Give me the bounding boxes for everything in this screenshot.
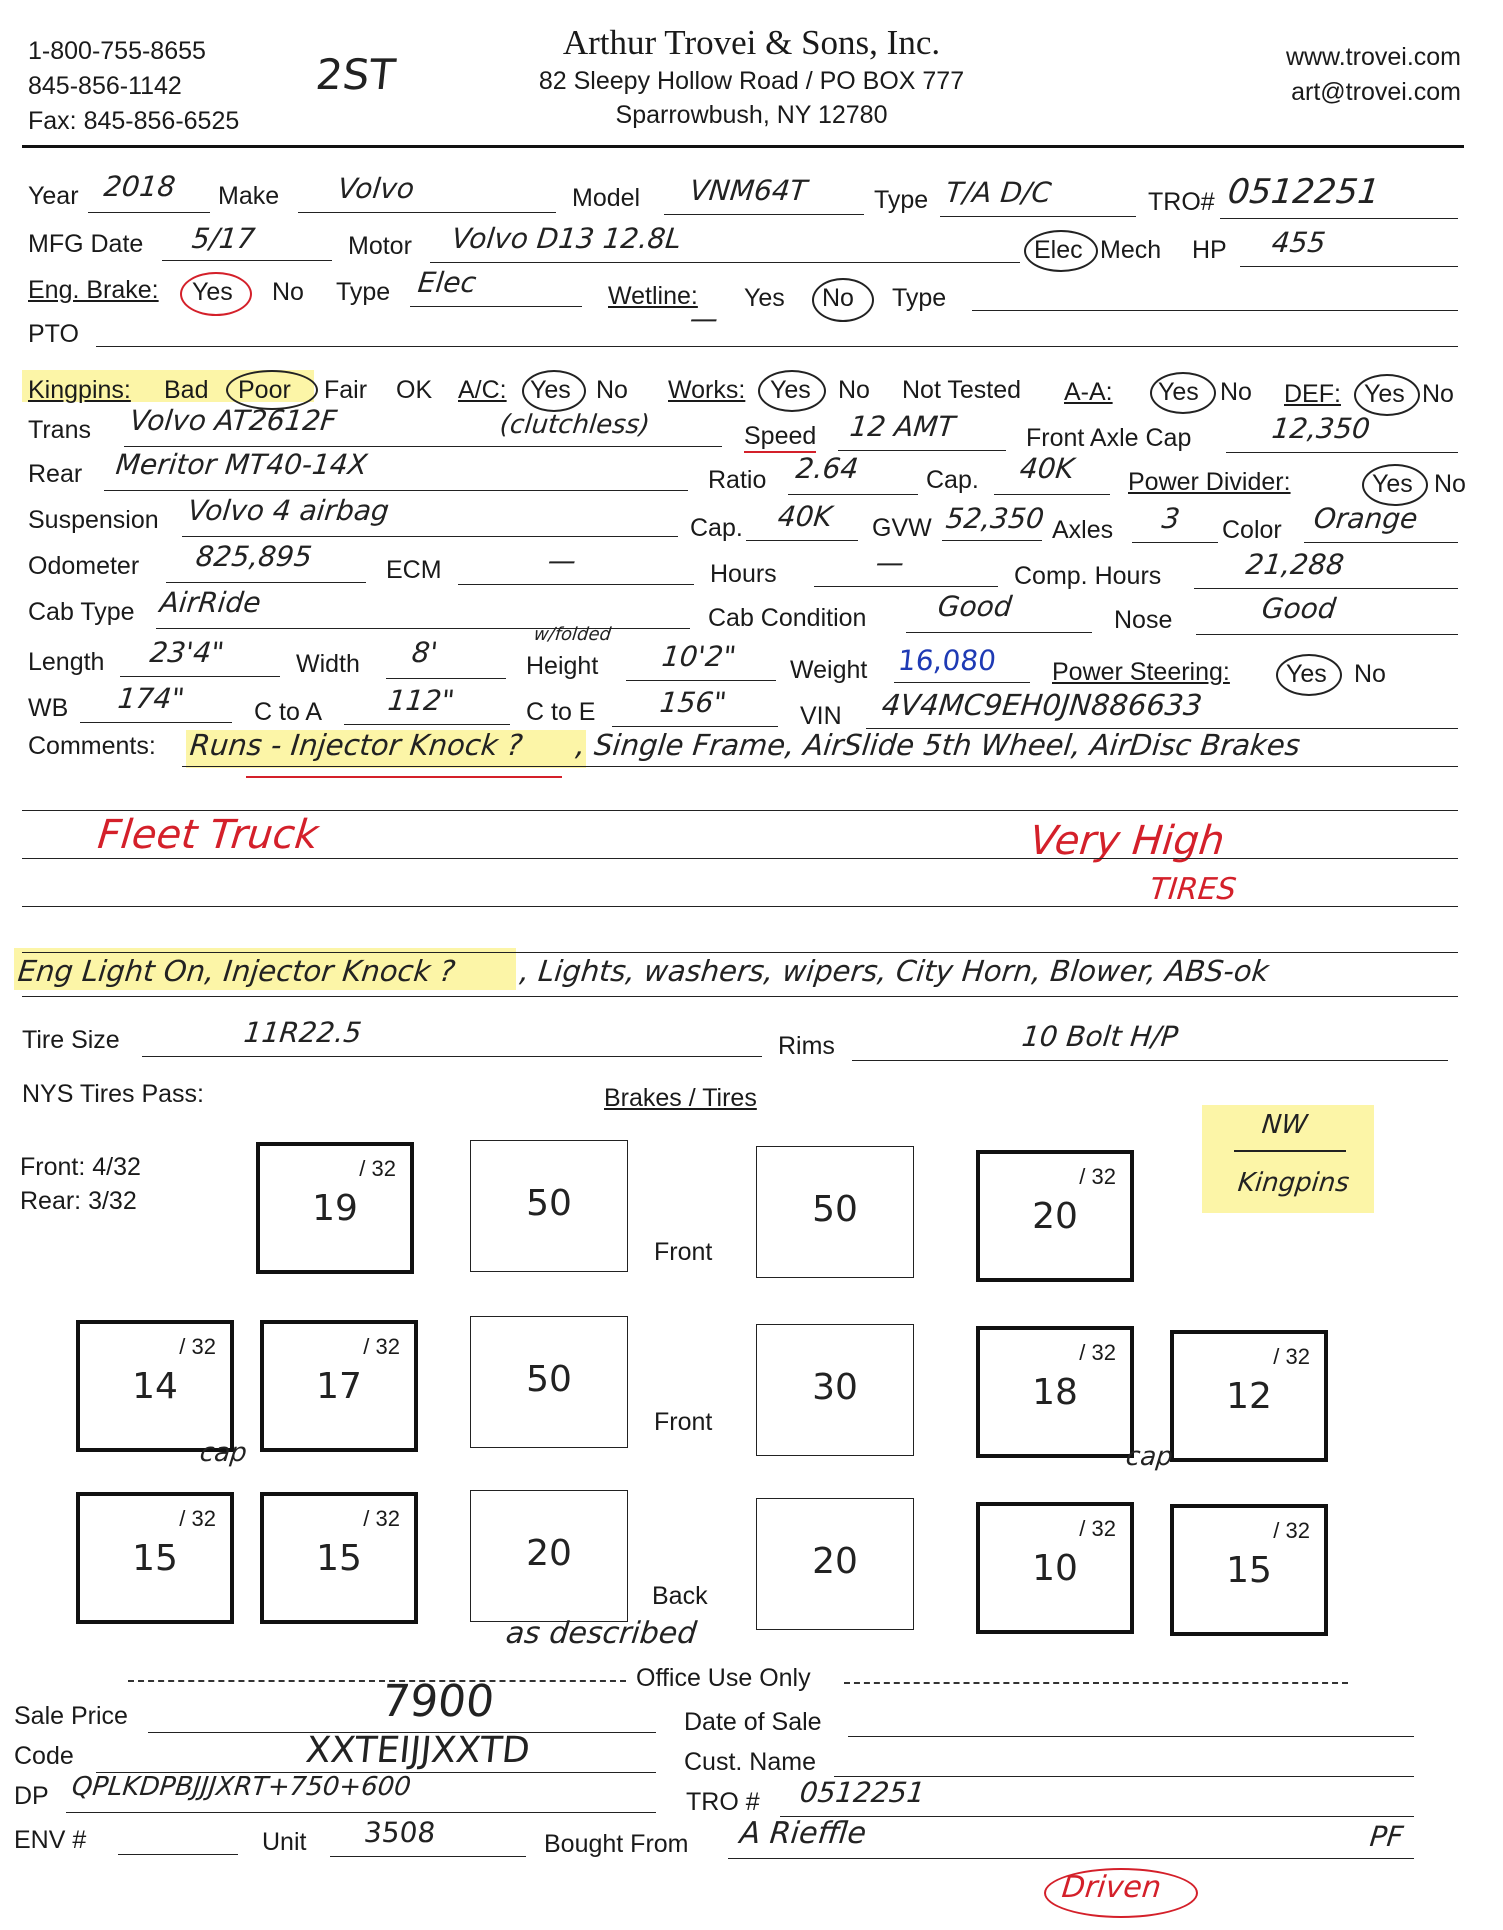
label-office-use-only: Office Use Only — [636, 1664, 811, 1692]
label-width: Width — [296, 650, 360, 678]
header-rule — [22, 145, 1464, 148]
wetline-no: No — [822, 284, 854, 312]
value-color: Orange — [1312, 502, 1420, 535]
company-name: Arthur Trovei & Sons, Inc. — [562, 23, 941, 62]
brake-back-left[interactable] — [470, 1490, 628, 1622]
tread-denominator: / 32 — [1079, 1164, 1116, 1189]
tire-back-left-inner[interactable] — [260, 1492, 418, 1624]
tire-value: 17 — [316, 1366, 362, 1407]
value-hours: — — [874, 546, 906, 579]
works-yes-circle — [758, 370, 826, 412]
label-susp-cap: Cap. — [690, 514, 743, 542]
tire-value: 12 — [1226, 1376, 1272, 1417]
label-wetline-type: Type — [892, 284, 947, 312]
label-model: Model — [572, 184, 641, 212]
value-hp: 455 — [1270, 226, 1328, 259]
company-address-2: Sparrowbush, NY 12780 — [615, 101, 888, 129]
label-pto: PTO — [28, 320, 79, 348]
value-length: 23'4" — [148, 636, 226, 669]
tire-value: 19 — [312, 1188, 358, 1229]
label-length: Length — [28, 648, 105, 676]
ac-no: No — [596, 376, 628, 404]
value-axles: 3 — [1160, 502, 1182, 535]
tread-denominator: / 32 — [1273, 1518, 1310, 1543]
value-fleet-truck: Fleet Truck — [95, 812, 321, 858]
fax-number: Fax: 845-856-6525 — [28, 107, 240, 135]
brake-back-right[interactable] — [756, 1498, 914, 1630]
value-sale-price: 7900 — [379, 1676, 497, 1727]
tire-value: 14 — [132, 1366, 178, 1407]
tire-back-left-outer[interactable] — [76, 1492, 234, 1624]
tread-denominator: / 32 — [1273, 1344, 1310, 1369]
tire-value: 15 — [132, 1538, 178, 1579]
value-height: 10'2" — [660, 640, 738, 673]
label-cab-type: Cab Type — [28, 598, 135, 626]
brake-value: 30 — [812, 1367, 858, 1408]
tire-value: 10 — [1032, 1548, 1078, 1589]
power-steering-no: No — [1354, 660, 1386, 688]
label-nys-tires-pass: NYS Tires Pass: — [22, 1080, 204, 1108]
website: www.trovei.com — [1285, 43, 1461, 71]
handwritten-code: 2ST — [313, 50, 398, 99]
value-rims: 10 Bolt H/P — [1020, 1020, 1180, 1053]
label-back-axle: Back — [652, 1582, 708, 1610]
label-bought-from: Bought From — [544, 1830, 689, 1858]
comments-red-underline — [246, 776, 562, 778]
value-comments-rest: , Single Frame, AirSlide 5th Wheel, AirDisc Brakes — [574, 728, 1302, 762]
value-gvw: 52,350 — [944, 502, 1046, 535]
company-web — [1286, 40, 1461, 110]
value-comments-highlight: Runs - Injector Knock ? — [188, 728, 525, 762]
works-no: No — [838, 376, 870, 404]
def-yes-circle — [1354, 374, 1420, 416]
kingpins-ok: OK — [396, 376, 433, 404]
cap-note-right: cap — [1124, 1442, 1175, 1472]
office-dash-right — [844, 1682, 1348, 1684]
label-sale-price: Sale Price — [14, 1702, 128, 1730]
def-no: No — [1422, 380, 1454, 408]
value-mfg-date: 5/17 — [190, 222, 257, 255]
value-notes-rest: , Lights, washers, wipers, City Horn, Blower, ABS-ok — [518, 954, 1271, 988]
label-mech: Mech — [1100, 236, 1162, 264]
value-year: 2018 — [102, 170, 177, 203]
value-height-note: w/folded — [532, 624, 613, 645]
label-power-divider: Power Divider: — [1128, 468, 1291, 496]
label-eng-brake: Eng. Brake: — [28, 276, 159, 304]
tread-denominator: / 32 — [179, 1334, 216, 1359]
tire-value: 15 — [1226, 1550, 1272, 1591]
label-tro-num: TRO # — [686, 1788, 760, 1816]
eng-brake-yes-circle — [180, 272, 252, 316]
wetline-yes: Yes — [744, 284, 785, 312]
label-ratio: Ratio — [708, 466, 767, 494]
company-address-1: 82 Sleepy Hollow Road / PO BOX 777 — [538, 67, 965, 95]
phone-1: 1-800-755-8655 — [28, 37, 206, 65]
label-def: DEF: — [1284, 380, 1341, 408]
label-brakes-tires: Brakes / Tires — [604, 1084, 757, 1112]
label-comp-hours: Comp. Hours — [1014, 562, 1162, 590]
power-steering-yes: Yes — [1286, 660, 1327, 688]
elec-circle — [1024, 230, 1098, 272]
value-odometer: 825,895 — [194, 540, 314, 573]
power-divider-yes: Yes — [1372, 470, 1413, 498]
tread-denominator: / 32 — [359, 1156, 396, 1181]
office-dash-left — [128, 1680, 626, 1682]
label-wb: WB — [28, 694, 69, 722]
value-very-high: Very High — [1027, 818, 1227, 864]
value-cab-type: AirRide — [158, 586, 263, 619]
company-header — [0, 22, 1503, 132]
value-tro: 0512251 — [1225, 172, 1382, 212]
brake-front-right[interactable] — [756, 1146, 914, 1278]
brake-value: 20 — [526, 1533, 572, 1574]
value-width: 8' — [410, 636, 440, 669]
wetline-no-circle — [812, 278, 874, 322]
tire-front-right[interactable] — [976, 1150, 1134, 1282]
label-rims: Rims — [778, 1032, 835, 1060]
aa-yes: Yes — [1158, 378, 1199, 406]
value-type: T/A D/C — [944, 176, 1053, 209]
value-unit: 3508 — [362, 1816, 437, 1849]
tire-back-right-outer[interactable] — [1170, 1504, 1328, 1636]
label-tro: TRO# — [1148, 188, 1215, 216]
label-c-to-e: C to E — [526, 698, 596, 726]
label-type: Type — [874, 186, 929, 214]
power-divider-no: No — [1434, 470, 1466, 498]
label-rear: Rear — [28, 460, 83, 488]
value-ratio: 2.64 — [794, 452, 861, 485]
tire-requirements — [20, 1150, 141, 1218]
value-code: XXTEIJJXXTD — [303, 1730, 532, 1771]
label-front-axle-2: Front — [654, 1408, 713, 1436]
label-speed: Speed — [744, 422, 816, 453]
label-aa: A-A: — [1064, 378, 1113, 406]
label-gvw: GVW — [872, 514, 932, 542]
value-front-axle-cap: 12,350 — [1270, 412, 1372, 445]
aa-no: No — [1220, 378, 1252, 406]
kingpins-fair: Fair — [324, 376, 368, 404]
works-yes: Yes — [770, 376, 811, 404]
value-tire-size: 11R22.5 — [242, 1016, 364, 1049]
label-trans: Trans — [28, 416, 91, 444]
brake-value: 50 — [526, 1359, 572, 1400]
label-elec: Elec — [1034, 236, 1083, 264]
label-weight: Weight — [790, 656, 868, 684]
value-wetline-type: — — [688, 302, 720, 335]
brake-value: 50 — [526, 1183, 572, 1224]
value-make: Volvo — [336, 172, 416, 205]
value-cab-condition: Good — [936, 590, 1014, 623]
value-weight: 16,080 — [896, 644, 998, 677]
value-notes-highlight: Eng Light On, Injector Knock ? — [16, 954, 457, 988]
tire-mid-left-outer[interactable] — [76, 1320, 234, 1452]
value-vin: 4V4MC9EH0JN886633 — [880, 688, 1204, 722]
value-ecm: — — [546, 544, 578, 577]
email: art@trovei.com — [1291, 78, 1461, 106]
label-wetline: Wetline: — [608, 282, 698, 310]
value-rear-cap: 40K — [1018, 452, 1076, 485]
kingpins-note-top: NW — [1260, 1110, 1309, 1140]
label-front-axle-1: Front — [654, 1238, 713, 1266]
value-tro-num: 0512251 — [798, 1776, 927, 1809]
label-hours: Hours — [710, 560, 777, 588]
label-ecm: ECM — [386, 556, 442, 584]
kingpins-poor: Poor — [238, 376, 291, 404]
brake-value: 20 — [812, 1541, 858, 1582]
tire-mid-right-outer[interactable] — [1170, 1330, 1328, 1462]
label-unit: Unit — [262, 1828, 307, 1856]
def-yes: Yes — [1364, 380, 1405, 408]
value-rear: Meritor MT40-14X — [114, 448, 369, 481]
value-tires-note: TIRES — [1148, 872, 1238, 907]
value-c-to-a: 112" — [386, 684, 457, 717]
rear-tire-requirement: Rear: 3/32 — [20, 1187, 137, 1215]
label-odometer: Odometer — [28, 552, 140, 580]
value-motor: Volvo D13 12.8L — [450, 222, 683, 255]
value-speed: 12 AMT — [848, 410, 957, 443]
eng-brake-no: No — [272, 278, 304, 306]
tread-denominator: / 32 — [363, 1506, 400, 1531]
label-tire-size: Tire Size — [22, 1026, 120, 1054]
power-divider-yes-circle — [1362, 464, 1428, 506]
label-nose: Nose — [1114, 606, 1173, 634]
tire-mid-right-inner[interactable] — [976, 1326, 1134, 1458]
label-dp: DP — [14, 1782, 49, 1810]
label-comments: Comments: — [28, 732, 156, 760]
label-mfg-date: MFG Date — [28, 230, 144, 258]
tire-mid-left-inner[interactable] — [260, 1320, 418, 1452]
tire-back-right-inner[interactable] — [976, 1502, 1134, 1634]
label-c-to-a: C to A — [254, 698, 323, 726]
tire-value: 20 — [1032, 1196, 1078, 1237]
as-described-note: as described — [504, 1616, 699, 1651]
label-env: ENV # — [14, 1826, 87, 1854]
label-cab-condition: Cab Condition — [708, 604, 867, 632]
brake-front-left[interactable] — [470, 1140, 628, 1272]
value-bought-from: A Rieffle — [738, 1816, 868, 1851]
value-nose: Good — [1260, 592, 1338, 625]
value-c-to-e: 156" — [658, 686, 729, 719]
label-color: Color — [1222, 516, 1282, 544]
label-axles: Axles — [1052, 516, 1114, 544]
driven-circle — [1044, 1868, 1198, 1918]
aa-yes-circle — [1150, 372, 1216, 414]
cap-note-left: cap — [198, 1438, 249, 1468]
kingpins-note: Kingpins — [1236, 1168, 1351, 1198]
label-vin: VIN — [800, 702, 842, 730]
label-motor: Motor — [348, 232, 412, 260]
value-pf: PF — [1368, 1820, 1405, 1853]
label-cust-name: Cust. Name — [684, 1748, 816, 1776]
value-suspension: Volvo 4 airbag — [186, 494, 391, 527]
label-rear-cap: Cap. — [926, 466, 979, 494]
label-front-axle-cap: Front Axle Cap — [1026, 424, 1192, 452]
kingpins-note-divider — [1234, 1150, 1346, 1152]
brake-value: 50 — [812, 1189, 858, 1230]
value-eng-brake-type: Elec — [416, 266, 478, 299]
value-dp: QPLKDPBJJJXRT+750+600 — [70, 1772, 413, 1802]
value-wb: 174" — [116, 682, 187, 715]
value-trans: Volvo AT2612F — [128, 404, 339, 437]
label-make: Make — [218, 182, 280, 210]
eng-brake-yes: Yes — [192, 278, 233, 306]
label-suspension: Suspension — [28, 506, 159, 534]
label-works: Works: — [668, 376, 746, 404]
phone-2: 845-856-1142 — [28, 72, 182, 100]
value-model: VNM64T — [688, 174, 809, 207]
label-hp: HP — [1192, 236, 1227, 264]
label-date-of-sale: Date of Sale — [684, 1708, 822, 1736]
tread-denominator: / 32 — [363, 1334, 400, 1359]
tread-denominator: / 32 — [179, 1506, 216, 1531]
tire-value: 18 — [1032, 1372, 1078, 1413]
label-eng-brake-type: Type — [336, 278, 391, 306]
brake-mid-left[interactable] — [470, 1316, 628, 1448]
label-height: Height — [526, 652, 599, 680]
tire-front-left[interactable] — [256, 1142, 414, 1274]
value-susp-cap: 40K — [776, 500, 834, 533]
kingpins-bad: Bad — [164, 376, 209, 404]
label-power-steering: Power Steering: — [1052, 658, 1230, 686]
tread-denominator: / 32 — [1079, 1516, 1116, 1541]
works-not-tested: Not Tested — [902, 376, 1022, 404]
brake-mid-right[interactable] — [756, 1324, 914, 1456]
value-trans-note: (clutchless) — [498, 410, 652, 440]
value-driven: Driven — [1060, 1870, 1163, 1905]
label-kingpins: Kingpins: — [28, 376, 131, 404]
label-ac: A/C: — [458, 376, 507, 404]
ac-yes: Yes — [530, 376, 571, 404]
label-year: Year — [28, 182, 79, 210]
ac-yes-circle — [522, 370, 586, 412]
value-comp-hours: 21,288 — [1244, 548, 1346, 581]
power-steering-yes-circle — [1276, 654, 1342, 696]
label-code: Code — [14, 1742, 74, 1770]
tread-denominator: / 32 — [1079, 1340, 1116, 1365]
front-tire-requirement: Front: 4/32 — [20, 1153, 141, 1181]
tire-value: 15 — [316, 1538, 362, 1579]
